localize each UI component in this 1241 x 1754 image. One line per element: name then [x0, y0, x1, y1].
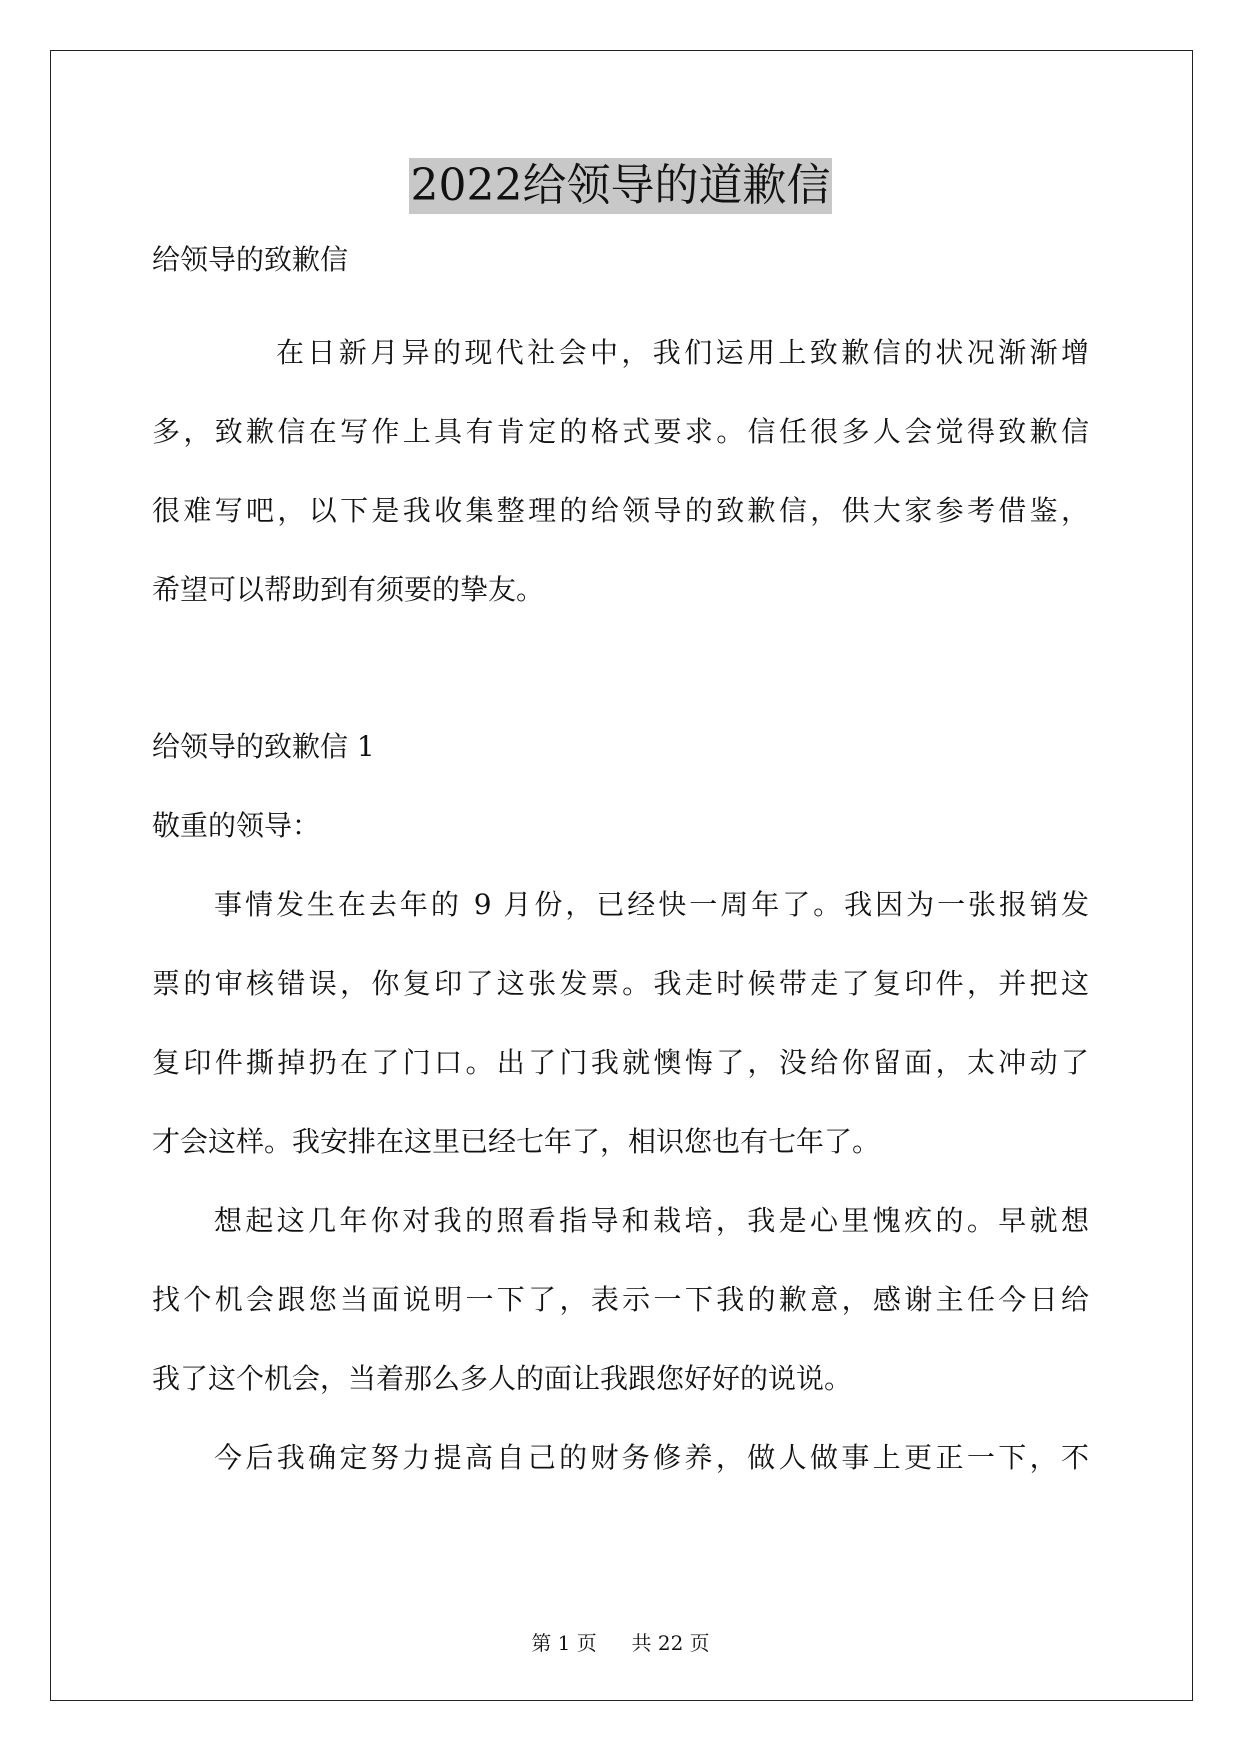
paragraph-line: 找个机会跟您当面说明一下了，表示一下我的歉意，感谢主任今日给	[152, 1283, 1089, 1316]
page-number: 第 1 页	[531, 1631, 597, 1655]
paragraph-line: 今后我确定努力提高自己的财务修养，做人做事上更正一下，不	[214, 1441, 1089, 1474]
paragraph-line: 事情发生在去年的 9 月份，已经快一周年了。我因为一张报销发	[214, 888, 1089, 921]
paragraph-line: 很难写吧，以下是我收集整理的给领导的致歉信，供大家参考借鉴，	[152, 494, 1089, 527]
section-heading: 给领导的致歉信 1	[152, 730, 375, 763]
paragraph-line: 我了这个机会，当着那么多人的面让我跟您好好的说说。	[152, 1362, 853, 1395]
subtitle-line: 给领导的致歉信	[152, 243, 349, 276]
page-footer	[0, 1630, 1241, 1656]
paragraph-line: 想起这几年你对我的照看指导和栽培，我是心里愧疚的。早就想	[214, 1204, 1089, 1237]
paragraph-line: 在日新月异的现代社会中，我们运用上致歉信的状况渐渐增	[276, 336, 1089, 369]
paragraph-line: 才会这样。我安排在这里已经七年了，相识您也有七年了。	[152, 1125, 881, 1158]
paragraph-line: 票的审核错误，你复印了这张发票。我走时候带走了复印件，并把这	[152, 967, 1089, 1000]
paragraph-line: 多，致歉信在写作上具有肯定的格式要求。信任很多人会觉得致歉信	[152, 415, 1089, 448]
document-title: 2022给领导的道歉信	[409, 158, 833, 214]
page-total: 共 22 页	[631, 1631, 710, 1655]
salutation: 敬重的领导：	[152, 809, 321, 842]
title-container	[0, 158, 1241, 214]
paragraph-line: 希望可以帮助到有须要的挚友。	[152, 573, 545, 606]
paragraph-line: 复印件撕掉扔在了门口。出了门我就懊悔了，没给你留面，太冲动了	[152, 1046, 1089, 1079]
